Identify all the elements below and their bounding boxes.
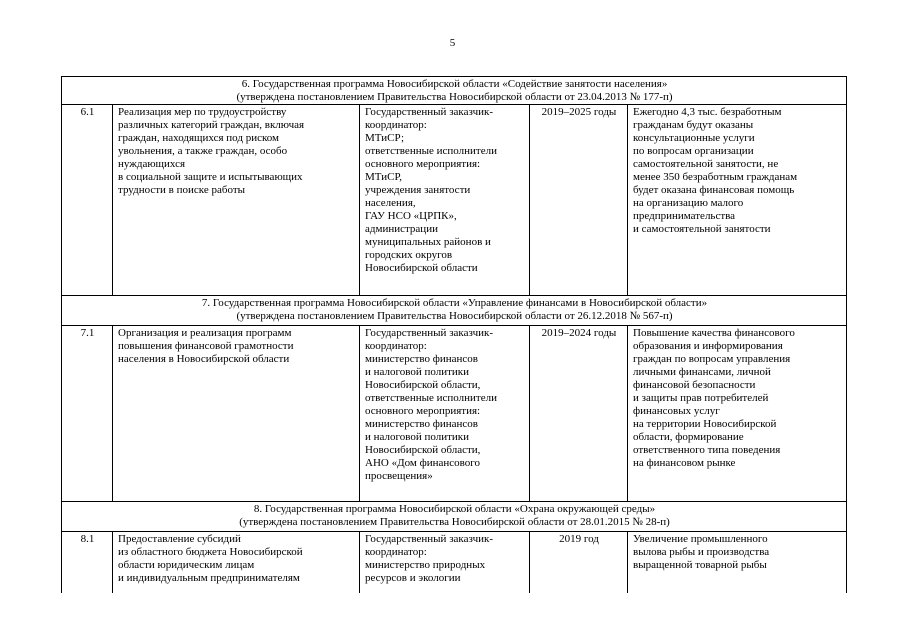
section-header-cell [62, 502, 847, 532]
cell-line: на организацию малого [633, 197, 744, 209]
cell-line: области юридическим лицам [118, 559, 255, 571]
cell-line: Ежегодно 4,3 тыс. безработным [633, 106, 782, 118]
cell-line: АНО «Дом финансового [365, 457, 480, 469]
cell-line: Организация и реализация программ [118, 327, 292, 339]
table-row [62, 105, 847, 296]
cell-line: по вопросам организации [633, 145, 754, 157]
section-header-row [62, 502, 847, 532]
table-row [62, 326, 847, 502]
cell-line: МТиСР; [365, 132, 405, 144]
row-number: 8.1 [62, 532, 113, 594]
cell-line: выращенной товарной рыбы [633, 559, 767, 571]
cell-line: менее 350 безработным гражданам [633, 171, 798, 183]
cell-line: администрации [365, 223, 438, 235]
result-cell [628, 105, 847, 296]
cell-line: на территории Новосибирской [633, 418, 777, 430]
cell-line: области, формирование [633, 431, 744, 443]
section-title: 7. Государственная программа Новосибирской области «Управление финансами в Новосибирской области» [201, 297, 708, 309]
cell-line: повышения финансовой грамотности [118, 340, 294, 352]
measure-cell [113, 105, 360, 296]
table-row [62, 532, 847, 594]
cell-line: трудности в поиске работы [118, 184, 246, 196]
executors-cell [360, 105, 530, 296]
cell-line: министерство финансов [365, 353, 478, 365]
section-subtitle: (утверждена постановлением Правительства Новосибирской области от 26.12.2018 № 567-п) [236, 310, 673, 322]
cell-line: граждан, находящихся под риском [118, 132, 280, 144]
cell-line: муниципальных районов и [365, 236, 491, 248]
cell-line: ГАУ НСО «ЦРПК», [365, 210, 457, 222]
cell-line: основного мероприятия: [365, 158, 481, 170]
measures-table [61, 76, 847, 593]
cell-line: основного мероприятия: [365, 405, 481, 417]
cell-line: и налоговой политики [365, 431, 470, 443]
cell-line: Новосибирской области, [365, 444, 481, 456]
period-cell: 2019–2025 годы [530, 105, 628, 296]
cell-line: предпринимательства [633, 210, 736, 222]
cell-line: ответственного типа поведения [633, 444, 781, 456]
cell-line: и налоговой политики [365, 366, 470, 378]
cell-line: гражданам будут оказаны [633, 119, 754, 131]
cell-line: городских округов [365, 249, 453, 261]
cell-line: населения, [365, 197, 416, 209]
period-cell: 2019 год [530, 532, 628, 594]
cell-line: министерство природных [365, 559, 486, 571]
cell-line: Государственный заказчик- [365, 327, 494, 339]
result-cell [628, 326, 847, 502]
cell-line: Новосибирской области, [365, 379, 481, 391]
cell-line: Предоставление субсидий [118, 533, 241, 545]
cell-line: самостоятельной занятости, не [633, 158, 779, 170]
row-number: 6.1 [62, 105, 113, 296]
cell-line: координатор: [365, 340, 427, 352]
cell-line: Повышение качества финансового [633, 327, 795, 339]
cell-line: финансовых услуг [633, 405, 720, 417]
cell-line: Увеличение промышленного [633, 533, 768, 545]
executors-cell [360, 532, 530, 594]
measures-table-body [62, 77, 847, 594]
cell-line: и самостоятельной занятости [633, 223, 771, 235]
cell-line: финансовой безопасности [633, 379, 756, 391]
section-header-cell [62, 77, 847, 105]
cell-line: различных категорий граждан, включая [118, 119, 305, 131]
section-header-row [62, 77, 847, 105]
cell-line: координатор: [365, 546, 427, 558]
cell-line: ресурсов и экологии [365, 572, 461, 584]
cell-line: нуждающихся [118, 158, 186, 170]
page-number: 5 [449, 37, 456, 49]
row-number: 7.1 [62, 326, 113, 502]
cell-line: вылова рыбы и производства [633, 546, 770, 558]
section-header-row [62, 296, 847, 326]
cell-line: координатор: [365, 119, 427, 131]
period-cell: 2019–2024 годы [530, 326, 628, 502]
measure-cell [113, 532, 360, 594]
section-title: 6. Государственная программа Новосибирской области «Содействие занятости населения» [241, 78, 668, 90]
cell-line: учреждения занятости [365, 184, 471, 196]
cell-line: личными финансами, личной [633, 366, 771, 378]
cell-line: Новосибирской области [365, 262, 478, 274]
cell-line: в социальной защите и испытывающих [118, 171, 303, 183]
section-subtitle: (утверждена постановлением Правительства Новосибирской области от 28.01.2015 № 28-п) [239, 516, 670, 528]
cell-line: граждан по вопросам управления [633, 353, 791, 365]
cell-line: ответственные исполнители [365, 145, 497, 157]
section-title: 8. Государственная программа Новосибирской области «Охрана окружающей среды» [253, 503, 656, 515]
section-subtitle: (утверждена постановлением Правительства Новосибирской области от 23.04.2013 № 177-п) [236, 91, 673, 103]
cell-line: просвещения» [365, 470, 433, 482]
cell-line: из областного бюджета Новосибирской [118, 546, 303, 558]
cell-line: увольнения, а также граждан, особо [118, 145, 288, 157]
executors-cell [360, 326, 530, 502]
cell-line: будет оказана финансовая помощь [633, 184, 795, 196]
cell-line: Государственный заказчик- [365, 106, 494, 118]
cell-line: МТиСР, [365, 171, 402, 183]
cell-line: консультационные услуги [633, 132, 755, 144]
cell-line: населения в Новосибирской области [118, 353, 290, 365]
cell-line: Государственный заказчик- [365, 533, 494, 545]
cell-line: и защиты прав потребителей [633, 392, 769, 404]
result-cell [628, 532, 847, 594]
cell-line: министерство финансов [365, 418, 478, 430]
cell-line: на финансовом рынке [633, 457, 736, 469]
measure-cell [113, 326, 360, 502]
cell-line: и индивидуальным предпринимателям [118, 572, 300, 584]
cell-line: образования и информирования [633, 340, 783, 352]
cell-line: Реализация мер по трудоустройству [118, 106, 287, 118]
cell-line: ответственные исполнители [365, 392, 497, 404]
section-header-cell [62, 296, 847, 326]
